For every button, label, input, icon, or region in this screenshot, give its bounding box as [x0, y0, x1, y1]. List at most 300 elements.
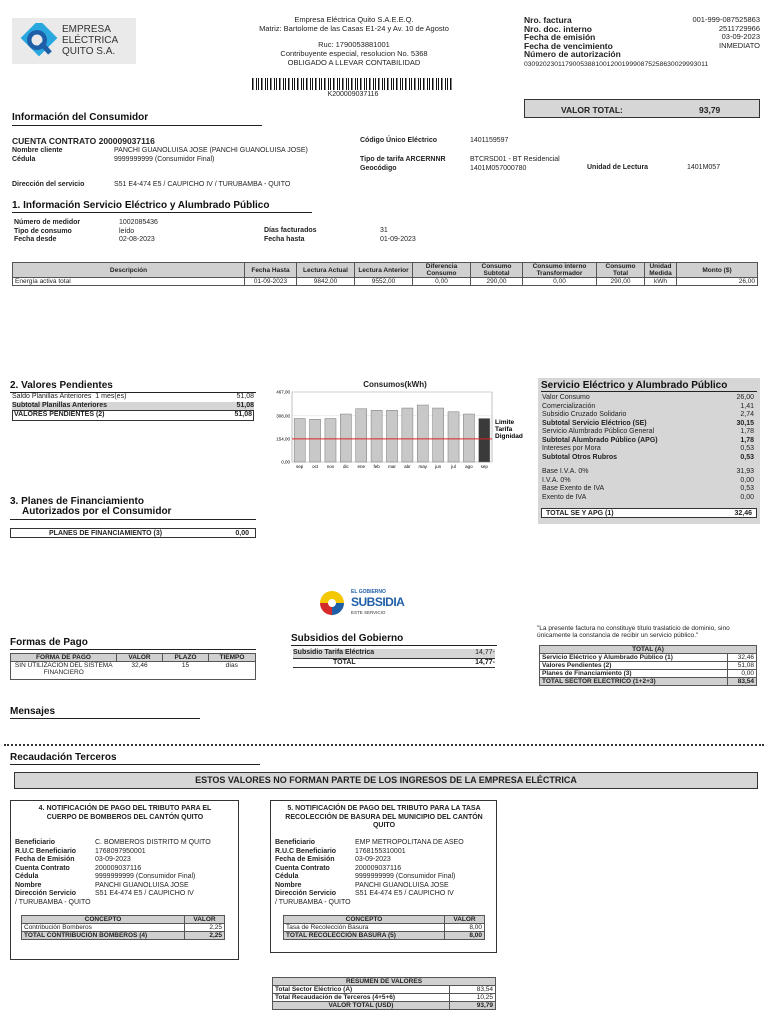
total-value: 93,79 [699, 105, 721, 115]
x-tick-label: sep [296, 464, 304, 469]
notice-field-value: 1768097950001 [95, 847, 146, 855]
meter-label: Número de medidor [14, 219, 81, 226]
barcode-bar [432, 78, 434, 90]
barcode-bar [351, 78, 353, 90]
barcode-bar [360, 78, 362, 90]
barcode-bar [384, 78, 385, 90]
client-id: 9999999999 (Consumidor Final) [114, 155, 215, 163]
resumen-header: RESUMEN DE VALORES [273, 978, 496, 986]
barcode-bar [445, 78, 446, 90]
summary-row-value: 2,74 [740, 411, 754, 418]
x-tick-label: sep [480, 464, 488, 469]
barcode [252, 78, 454, 90]
reading-unit-label: Unidad de Lectura [587, 164, 649, 171]
pending-subtotal-label: Subtotal Planillas Anteriores [12, 401, 108, 409]
notice-field [275, 882, 495, 891]
notice-field [15, 839, 237, 848]
iva-row-label: I.V.A. 0% [542, 476, 571, 484]
consumption-table [12, 262, 758, 286]
notice-field-value: S51 E4-474 E5 / CAUPICHO IV [95, 890, 194, 897]
notice-field-value: PANCHI GUANOLUISA JOSE [95, 881, 189, 889]
company-logo [12, 18, 136, 64]
barcode-bar [267, 78, 268, 90]
cell-subtotal: 290,00 [471, 278, 523, 286]
chart-bar [310, 419, 321, 462]
days-value: 31 [380, 227, 388, 234]
summary-row-value: 1,41 [740, 402, 754, 410]
totals-row-3-value: 0,00 [727, 670, 756, 678]
resumen-row-1-label: Total Sector Eléctrico (A) [273, 986, 450, 994]
subsidy-total-label: TOTAL [333, 658, 356, 666]
summary-row [542, 428, 754, 437]
notice-field-label: Beneficiario [275, 839, 316, 846]
tariff-label: Tipo de tarifa ARCERNNR [360, 156, 446, 163]
summary-row-label: Subtotal Alumbrado Público (APG) [542, 436, 658, 444]
date-from-label: Fecha desde [14, 236, 57, 243]
financing-title-line-2: Autorizados por el Consumidor [22, 506, 172, 517]
barcode-bar [285, 78, 286, 90]
address-value: S51 E4-474 E5 / CAUPICHO IV / TURUBAMBA - QUITO [114, 181, 291, 188]
waste-collection-notice [270, 800, 497, 953]
iva-row [542, 468, 754, 477]
trash-fields [275, 839, 495, 907]
subsidy-total-row [293, 658, 495, 669]
y-tick-label: 154,00 [276, 436, 290, 442]
barcode-bar [450, 78, 452, 90]
date-from: 02-08-2023 [119, 236, 155, 243]
totals-row-3-label: Planes de Financiamiento (3) [540, 670, 728, 678]
barcode-bar [328, 78, 329, 90]
notice-field-value: 03-09-2023 [95, 856, 131, 863]
resumen-total-label: VALOR TOTAL (USD) [273, 1002, 450, 1010]
col-previous: Lectura Anterior [355, 263, 413, 278]
barcode-bar [324, 78, 326, 90]
notice-field-label: Fecha de Emisión [15, 856, 75, 863]
id-label: Cédula [12, 155, 36, 163]
pending-total-value: 51,08 [234, 411, 252, 418]
fire-total-label: TOTAL CONTRIBUCIÓN BOMBEROS (4) [22, 932, 185, 940]
trash-concept-table [283, 915, 485, 940]
col-amount: Monto ($) [677, 263, 758, 278]
barcode-bar [411, 78, 412, 90]
barcode-bar [375, 78, 376, 90]
barcode-bar [405, 78, 407, 90]
barcode-bar [391, 78, 392, 90]
contract-value: 200009037116 [98, 136, 155, 146]
date-to-label: Fecha hasta [264, 235, 305, 243]
pay-time: días [209, 662, 256, 680]
summary-row [542, 437, 754, 446]
summary-row [542, 420, 754, 429]
pay-col-time: TIEMPO [209, 654, 256, 662]
authorization-number: 0309202301179005388100120019990875258630029993011 [524, 60, 709, 68]
notice-field [275, 856, 495, 865]
barcode-bar [348, 78, 349, 90]
subsidy-total-value: 14,77- [475, 658, 495, 666]
x-tick-label: jun [435, 464, 442, 469]
internal-doc-label: Nro. doc. interno [524, 23, 592, 34]
iva-row [542, 494, 754, 503]
notice-field-value: 1768155310001 [355, 847, 406, 855]
third-party-banner: ESTOS VALORES NO FORMAN PARTE DE LOS INGRESOS DE LA EMPRESA ELÉCTRICA [14, 772, 758, 789]
barcode-bar [346, 78, 347, 90]
gov-subsidy-logo [318, 586, 418, 620]
summary-row-label: Subtotal Servicio Eléctrico (SE) [542, 419, 647, 427]
invoice-number-label: Nro. factura [524, 15, 572, 25]
totals-row-4-value: 83,54 [727, 678, 756, 686]
x-tick-label: nov [326, 464, 335, 469]
logo-line-3: QUITO S.A. [62, 46, 116, 57]
barcode-bar [418, 78, 419, 90]
contract-label: CUENTA CONTRATO [12, 136, 97, 146]
pay-col-form: FORMA DE PAGO [11, 654, 117, 662]
summary-total-row [541, 508, 757, 518]
barcode-bar [409, 78, 410, 90]
barcode-bar [366, 78, 367, 90]
financing-row [10, 528, 256, 538]
client-name-label: Nombre cliente [12, 147, 63, 154]
issue-date-label: Fecha de emisión [524, 32, 596, 42]
subsidy-row [293, 649, 495, 658]
notice-field [15, 865, 237, 874]
barcode-bar [436, 78, 437, 90]
barcode-bar [306, 78, 308, 90]
table-row [273, 986, 496, 994]
address-label: Dirección del servicio [12, 181, 85, 188]
subsidy-emblem-icon [318, 589, 346, 617]
table-row [13, 278, 758, 286]
table-row [273, 994, 496, 1002]
third-party-section-title: Recaudación Terceros [10, 752, 117, 763]
barcode-bar [301, 78, 302, 90]
chart-bar [433, 408, 444, 462]
cell-amount: 26,00 [677, 278, 758, 286]
summary-total-label: TOTAL SE Y APG (1) [546, 510, 614, 517]
notice-field-value: C. BOMBEROS DISTRITO M QUITO [95, 839, 211, 846]
x-tick-label: feb [373, 464, 380, 469]
chart-bar [448, 412, 459, 462]
col-difference: Diferencia Consumo [413, 263, 471, 278]
due-date: INMEDIATO [719, 40, 760, 50]
consumption-chart [266, 388, 528, 470]
notice-field [275, 848, 495, 857]
summary-row-value: 0,53 [740, 445, 754, 452]
pay-col-term: PLAZO [163, 654, 209, 662]
subsidy-label: Subsidio Tarifa Eléctrica [293, 649, 375, 656]
resumen-total-value: 93,79 [450, 1002, 496, 1010]
eeq-logo-icon [20, 23, 58, 59]
col-subtotal: Consumo Subtotal [471, 263, 523, 278]
gov-line-3: ESTE SERVICIO [351, 610, 386, 615]
financing-label: PLANES DE FINANCIAMIENTO (3) [49, 530, 163, 537]
barcode-bar [373, 78, 374, 90]
notice-field-label: Cuenta Contrato [15, 864, 70, 872]
notice-field-value: EMP METROPOLITANA DE ASEO [355, 839, 464, 846]
barcode-bar [319, 78, 320, 90]
barcode-bar [364, 78, 365, 90]
col-transformer: Consumo interno Transformador [523, 263, 597, 278]
chart-bar [294, 419, 305, 462]
x-tick-label: oct [312, 464, 319, 469]
table-row [11, 662, 256, 680]
chart-bar [417, 405, 428, 462]
reference-line-label: Tarifa [495, 426, 513, 433]
resumen-row-1-value: 83,54 [450, 986, 496, 994]
fire-concept: Contribución Bomberos [22, 924, 185, 932]
table-row [540, 654, 757, 662]
trash-concept: Tasa de Recolección Basura [284, 924, 445, 932]
summary-row [542, 394, 754, 403]
pending-total-label: VALORES PENDIENTES (2) [14, 411, 105, 418]
pending-previous-label: Saldo Planillas Anteriores [12, 393, 92, 400]
barcode-bar [423, 78, 425, 90]
iva-row [542, 485, 754, 494]
col-current: Lectura Actual [297, 263, 355, 278]
barcode-bar [292, 78, 293, 90]
pending-previous-value: 51,08 [236, 393, 254, 400]
pay-term: 15 [163, 662, 209, 680]
notice-field-label: Cuenta Contrato [275, 864, 330, 872]
x-tick-label: ago [465, 464, 473, 469]
barcode-bar [378, 78, 380, 90]
totals-row-2-value: 51,08 [727, 662, 756, 670]
barcode-bar [441, 78, 443, 90]
totals-row-4-label: TOTAL SECTOR ELECTRICO (1+2+3) [540, 678, 728, 686]
reading-unit-value: 1401M057 [687, 164, 721, 171]
subsidy-value: 14,77- [475, 649, 495, 656]
issue-date: 03-09-2023 [721, 32, 760, 41]
resumen-row-2-value: 10,25 [450, 994, 496, 1002]
financing-value: 0,00 [235, 530, 249, 537]
summary-values-table [272, 977, 496, 1010]
cell-previous: 9552,00 [355, 278, 413, 286]
notice-address-continued: / TURUBAMBA - QUITO [275, 898, 351, 906]
barcode-bar [400, 78, 401, 90]
notice-field-label: Beneficiario [15, 839, 56, 846]
barcode-bar [382, 78, 383, 90]
fire-department-notice [10, 800, 239, 960]
gov-line-1: EL GOBIERNO [351, 589, 386, 595]
subsidies-section-title: Subsidios del Gobierno [291, 633, 404, 644]
company-accounting: OBLIGADO A LLEVAR CONTABILIDAD [287, 58, 421, 67]
legal-note: "La presente factura no constituye título traslaticio de dominio, sino únicamente la constancia de recibir un servicio público." [537, 625, 730, 639]
trash-title: 5. NOTIFICACIÓN DE PAGO DEL TRIBUTO PARA LA TASA RECOLECCIÓN DE BASURA DEL MUNICIPIO DEL CANTÓN QUITO [285, 805, 483, 829]
chart-bar [356, 409, 367, 462]
chart-bar [386, 410, 397, 462]
pending-row-total [12, 410, 254, 421]
barcode-bar [261, 78, 263, 90]
reference-line-label: Dignidad [495, 433, 523, 440]
company-address: Matriz: Bartolome de las Casas E1-24 y Av. 10 de Agosto [259, 24, 449, 33]
notice-field-label: Fecha de Emisión [275, 856, 335, 863]
notice-field [15, 890, 237, 899]
gov-line-2: SUBSIDIA [351, 595, 405, 609]
iva-row-label: Base I.V.A. 0% [542, 468, 589, 475]
cell-date: 01-09-2023 [245, 278, 297, 286]
totals-row-1-value: 32,46 [727, 654, 756, 662]
barcode-bar [427, 78, 428, 90]
notice-field-label: Nombre [275, 881, 302, 889]
barcode-bar [274, 78, 275, 90]
barcode-bar [315, 78, 317, 90]
barcode-bar [438, 78, 439, 90]
date-to: 01-09-2023 [380, 235, 416, 243]
table-row [273, 1002, 496, 1010]
table-row [22, 932, 225, 940]
fire-fields [15, 839, 237, 907]
table-row [540, 662, 757, 670]
invoice-number: 001-999-087525863 [692, 15, 760, 24]
messages-section-title: Mensajes [10, 706, 56, 717]
notice-field-label: Cédula [275, 873, 299, 880]
summary-row-label: Subsidio Cruzado Solidario [542, 411, 627, 418]
barcode-bar [297, 78, 299, 90]
chart-bar [371, 410, 382, 462]
code-value: 1401159597 [470, 137, 509, 144]
trash-total-label: TOTAL RECOLECCIÓN BASURA (5) [284, 932, 445, 940]
notice-field-value: 9999999999 (Consumidor Final) [355, 873, 456, 880]
notice-field-label: Dirección Servicio [15, 890, 77, 897]
summary-row-label: Comercialización [542, 402, 596, 410]
summary-total-value: 32,46 [734, 510, 752, 517]
pending-row-subtotal [12, 402, 254, 411]
barcode-bar [321, 78, 322, 90]
consumption-table-header [13, 263, 758, 278]
payments-section-title: Formas de Pago [10, 637, 88, 648]
days-label: Días facturados [264, 227, 317, 234]
barcode-bar [393, 78, 394, 90]
barcode-text: K200009037116 [327, 91, 379, 98]
notice-field-value: 200009037116 [95, 864, 142, 872]
authorization-label: Número de autorización [524, 49, 621, 59]
y-tick-label: 308,00 [276, 413, 290, 419]
fire-concept-value: 2,25 [185, 924, 225, 932]
x-tick-label: ene [357, 464, 365, 469]
iva-row [542, 477, 754, 486]
reference-line-label: Limite [495, 419, 515, 426]
barcode-bar [252, 78, 254, 90]
notice-field [275, 890, 495, 899]
summary-row [542, 445, 754, 454]
summary-row-label: Valor Consumo [542, 394, 590, 401]
summary-row-value: 1,78 [740, 428, 754, 435]
totals-table [539, 645, 757, 686]
barcode-bar [387, 78, 389, 90]
col-unit: Unidad Medida [645, 263, 677, 278]
notice-field-value: PANCHI GUANOLUISA JOSE [355, 881, 449, 889]
barcode-bar [303, 78, 304, 90]
barcode-bar [369, 78, 371, 90]
barcode-bar [420, 78, 421, 90]
summary-row-label: Servicio Alumbrado Público General [542, 428, 655, 435]
summary-row [542, 403, 754, 412]
table-row [284, 924, 485, 932]
barcode-bar [402, 78, 403, 90]
barcode-bar [265, 78, 266, 90]
barcode-bar [342, 78, 344, 90]
fire-total-value: 2,25 [185, 932, 225, 940]
barcode-bar [312, 78, 313, 90]
table-row [22, 924, 225, 932]
company-name: Empresa Eléctrica Quito S.A.E.E.Q. [294, 15, 414, 24]
consumption-type-label: Tipo de consumo [14, 227, 72, 235]
logo-line-2: ELÉCTRICA [62, 35, 119, 46]
pending-section-title: 2. Valores Pendientes [10, 380, 113, 391]
barcode-bar [447, 78, 448, 90]
fire-concept-table [21, 915, 225, 940]
notice-field-label: Dirección Servicio [275, 890, 337, 897]
barcode-bar [288, 78, 290, 90]
table-row [540, 670, 757, 678]
client-name: PANCHI GUANOLUISA JOSE (PANCHI GUANOLUISA JOSE) [114, 147, 308, 154]
x-tick-label: mar [388, 464, 396, 469]
total-value-box [524, 99, 760, 118]
trash-col-concept: CONCEPTO [284, 916, 445, 924]
cell-unit: kWh [645, 278, 677, 286]
x-tick-label: dic [342, 464, 349, 469]
barcode-bar [283, 78, 284, 90]
col-date: Fecha Hasta [245, 263, 297, 278]
summary-row [542, 411, 754, 420]
notice-field-label: R.U.C Beneficiario [15, 847, 77, 855]
pay-form: SIN UTILIZACION DEL SISTEMA FINANCIERO [11, 662, 117, 680]
notice-field-value: 9999999999 (Consumidor Final) [95, 873, 196, 880]
barcode-bar [355, 78, 356, 90]
barcode-bar [333, 78, 335, 90]
company-taxpayer: Contribuyente especial, resolucion No. 5368 [280, 49, 428, 58]
notice-field [15, 873, 237, 882]
internal-doc: 2511729966 [718, 23, 760, 33]
barcode-bar [429, 78, 430, 90]
totals-row-1-label: Servicio Eléctrico y Alumbrado Público (1) [540, 654, 728, 662]
chart-bar [479, 419, 490, 462]
iva-row-value: 0,00 [740, 493, 754, 501]
iva-rows [542, 468, 754, 502]
notice-field-label: R.U.C Beneficiario [275, 847, 337, 855]
iva-row-value: 31,93 [736, 468, 754, 475]
notice-field [275, 839, 495, 848]
iva-row-value: 0,00 [740, 476, 754, 484]
trash-concept-value: 8,00 [445, 924, 485, 932]
iva-row-label: Exento de IVA [542, 493, 587, 501]
trash-col-value: VALOR [445, 916, 485, 924]
summary-row-value: 30,15 [736, 419, 754, 427]
notice-field [15, 848, 237, 857]
barcode-bar [357, 78, 358, 90]
y-tick-label: 467,00 [276, 389, 290, 395]
barcode-bar [258, 78, 259, 90]
y-tick-label: 0,00 [281, 459, 290, 465]
barcode-bar [310, 78, 311, 90]
cell-description: Energía activa total [13, 278, 245, 286]
summary-row-label: Subtotal Otros Rubros [542, 453, 618, 461]
pending-previous-months: 1 mes(es) [95, 393, 127, 400]
notice-field-label: Cédula [15, 873, 39, 880]
notice-field-label: Nombre [15, 881, 42, 889]
fire-col-value: VALOR [185, 916, 225, 924]
summary-row-label: Intereses por Mora [542, 445, 601, 452]
barcode-bar [294, 78, 295, 90]
barcode-bar [279, 78, 281, 90]
cell-difference: 0,00 [413, 278, 471, 286]
col-description: Descripción [13, 263, 245, 278]
summary-panel [538, 378, 760, 524]
fire-col-concept: CONCEPTO [22, 916, 185, 924]
totals-header: TOTAL (A) [540, 646, 757, 654]
notice-field-value: 200009037116 [355, 864, 402, 872]
summary-row-value: 1,78 [740, 436, 754, 444]
x-tick-label: may [418, 464, 428, 469]
